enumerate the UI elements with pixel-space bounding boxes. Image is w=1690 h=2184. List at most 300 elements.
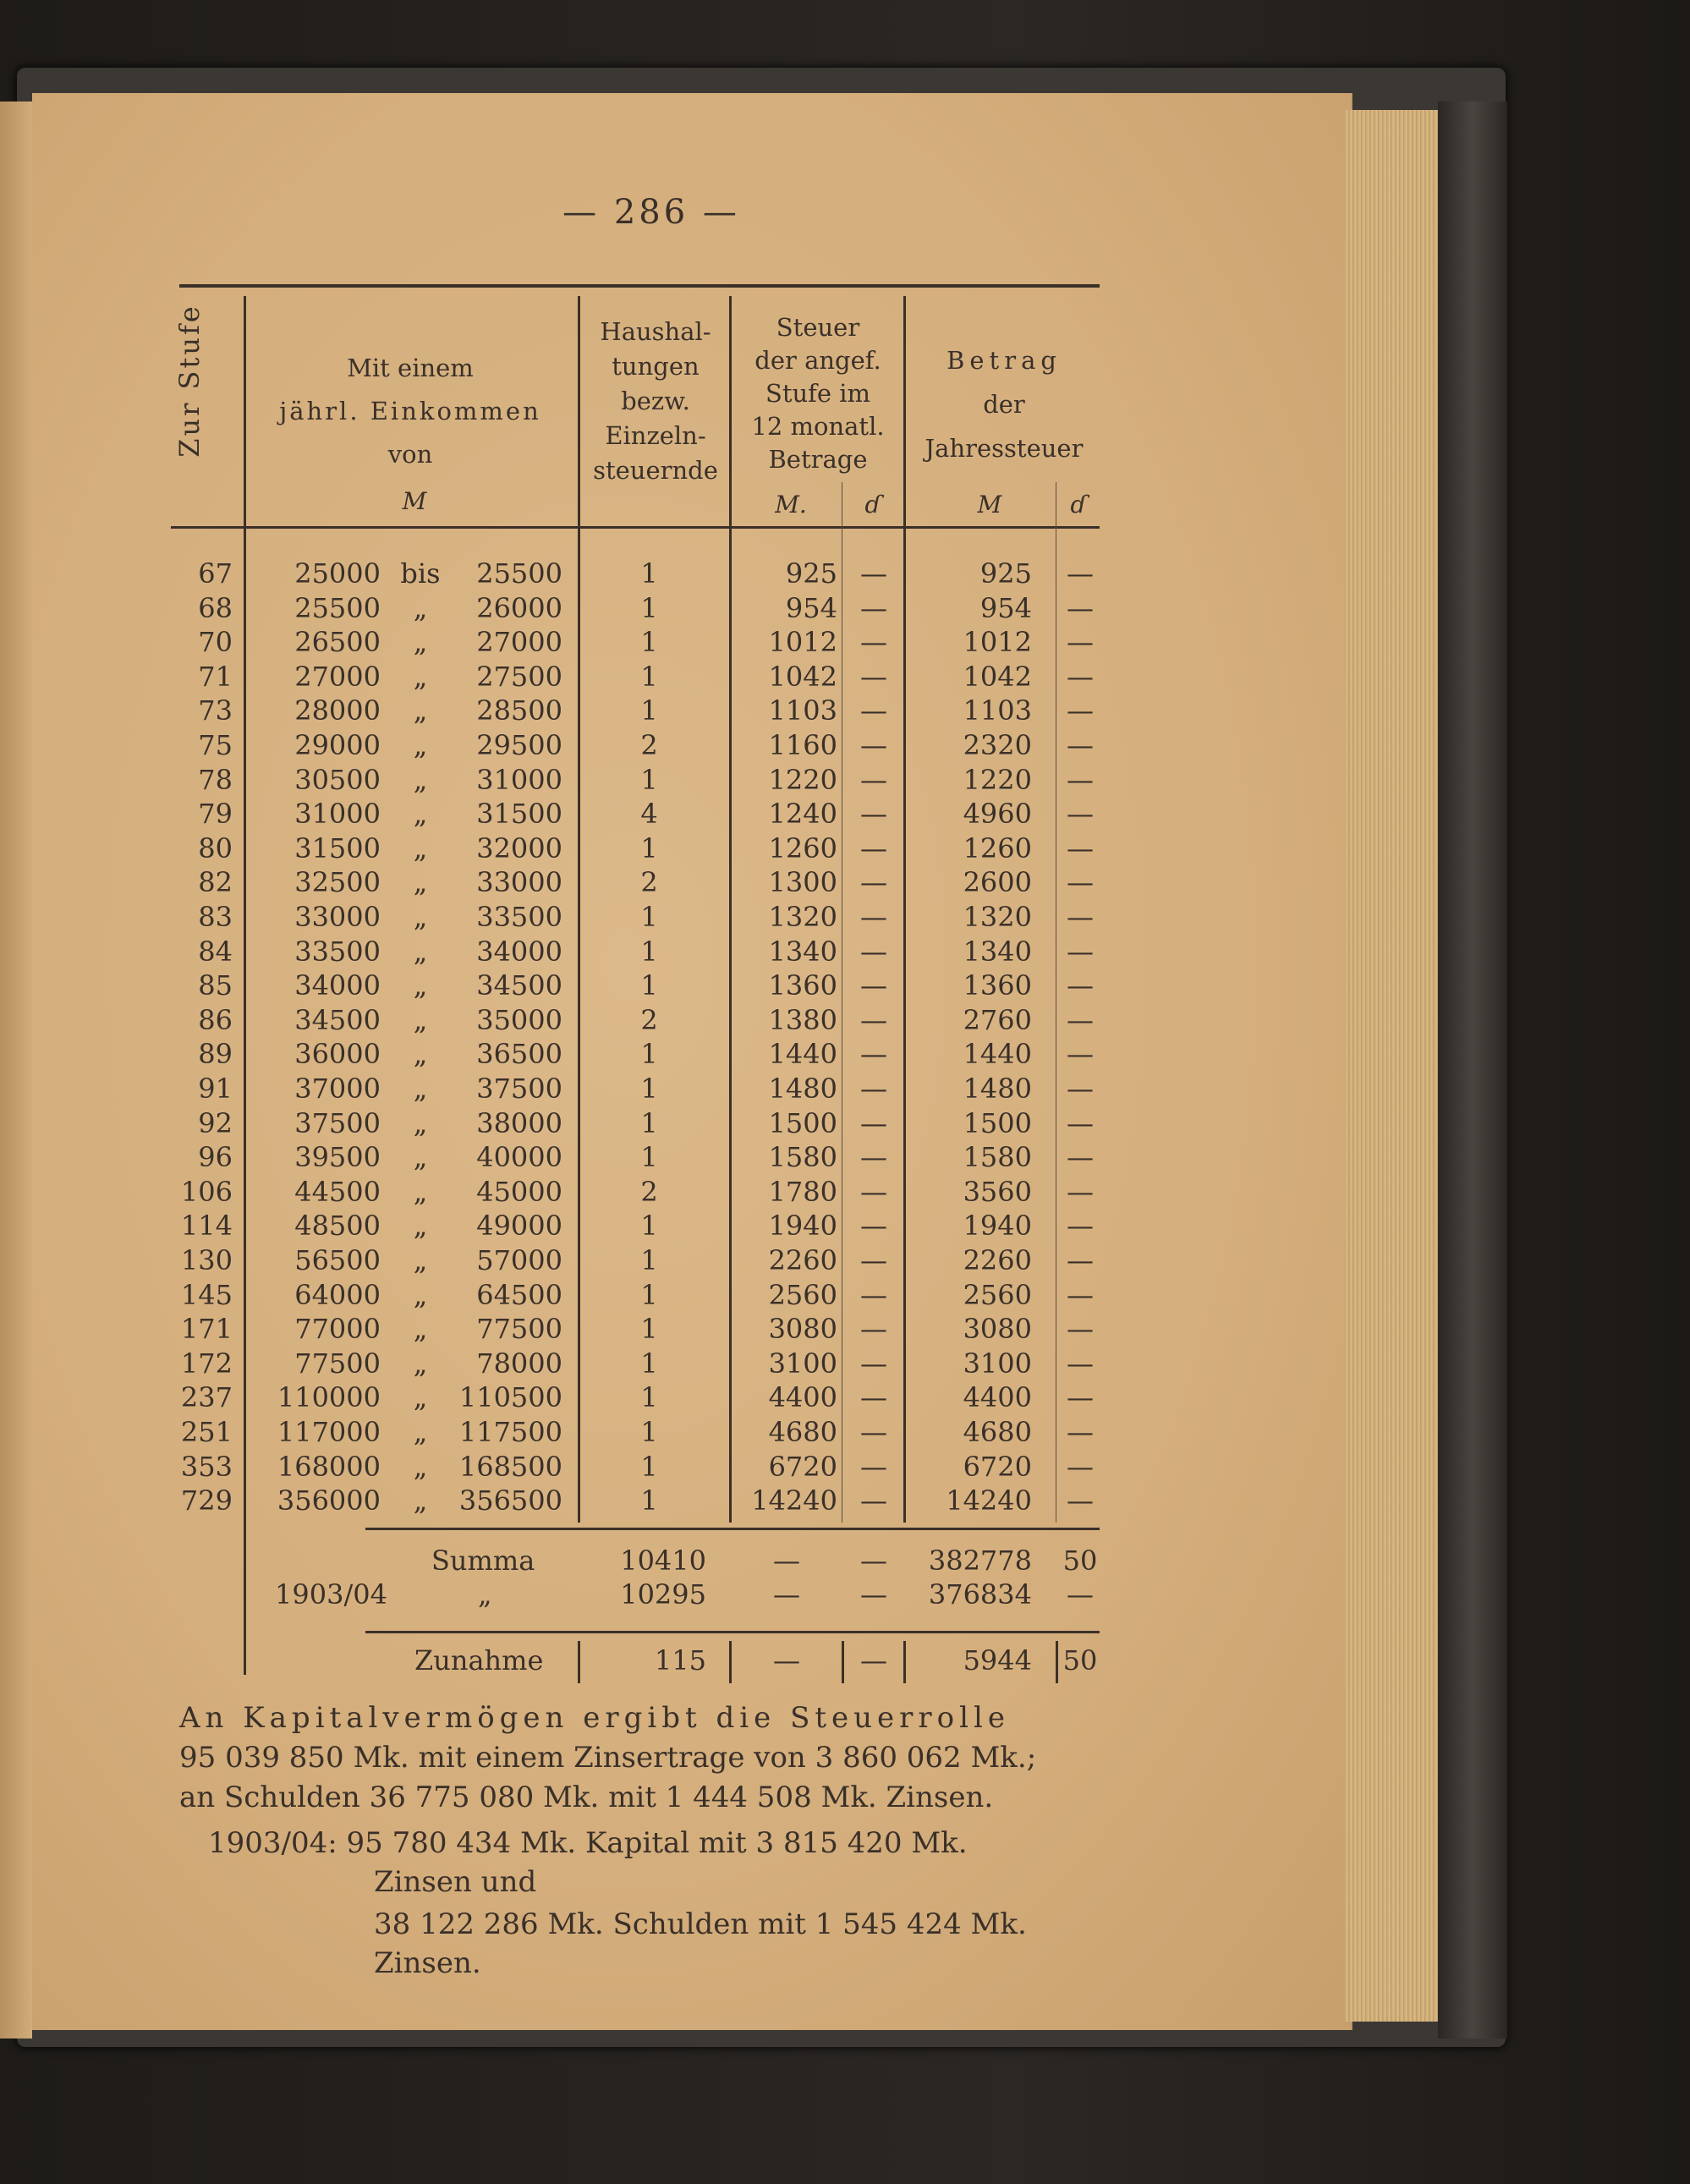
- cell-stufe: 83: [198, 901, 233, 933]
- cell-tax: 3100: [768, 1347, 837, 1380]
- cell-annual-pf: —: [1067, 1073, 1094, 1105]
- zunahme-divider-3: [729, 1641, 732, 1683]
- cell-tax-pf: —: [860, 729, 887, 761]
- cell-stufe: 79: [198, 798, 233, 831]
- cell-tax: 1240: [768, 798, 837, 831]
- cell-to: 40000: [476, 1141, 562, 1174]
- cell-households: 2: [640, 729, 658, 761]
- cell-from: 56500: [294, 1244, 381, 1276]
- cell-annual-pf: —: [1067, 831, 1094, 864]
- zunahme-divider-4b: [1056, 1641, 1058, 1683]
- header-tax: [734, 311, 902, 476]
- cell-households: 1: [640, 831, 658, 864]
- cell-annual-pf: —: [1067, 798, 1094, 831]
- cell-stufe: 86: [198, 1003, 233, 1036]
- cell-households: 1: [640, 1450, 658, 1483]
- cell-annual: 14240: [946, 1484, 1032, 1517]
- header-annual-line: Betrag: [947, 346, 1062, 375]
- cell-annual: 1940: [963, 1210, 1032, 1243]
- cell-households: 1: [640, 1210, 658, 1243]
- zunahme-divider-3b: [842, 1641, 844, 1683]
- cell-annual: 6720: [963, 1450, 1032, 1483]
- zunahme-annual: 5944: [963, 1644, 1032, 1676]
- cell-stufe: 70: [198, 626, 233, 659]
- cell-sep: „: [413, 694, 428, 727]
- summa-tax-pf: —: [860, 1545, 887, 1577]
- cell-tax: 1480: [768, 1073, 837, 1105]
- zunahme-divider-2: [578, 1641, 580, 1683]
- cell-tax: 6720: [768, 1450, 837, 1483]
- cell-stufe: 68: [198, 591, 233, 624]
- header-tax-line: Betrage: [768, 445, 868, 474]
- cell-households: 1: [640, 901, 658, 933]
- paragraph-line: 38 122 286 Mk. Schulden mit 1 545 424 Mk.: [374, 1907, 1027, 1941]
- cell-sep: „: [413, 1278, 428, 1311]
- cell-annual: 2760: [963, 1003, 1032, 1036]
- prior-annual: 376834: [928, 1578, 1032, 1611]
- cell-annual-pf: —: [1067, 1003, 1094, 1036]
- cell-tax: 1012: [768, 626, 837, 659]
- cell-annual-pf: —: [1067, 1416, 1094, 1448]
- paragraph-line: An Kapitalvermögen ergibt die Steuerrolle: [179, 1701, 1011, 1735]
- cell-annual: 1103: [963, 694, 1032, 727]
- cell-tax: 1320: [768, 901, 837, 933]
- cell-tax: 925: [785, 557, 837, 590]
- cell-tax: 1103: [768, 694, 837, 727]
- header-tax-unit-mark: M.: [775, 491, 807, 519]
- cell-to: 31000: [476, 763, 562, 796]
- cell-annual-pf: —: [1067, 1484, 1094, 1517]
- cell-households: 1: [640, 1484, 658, 1517]
- cell-households: 1: [640, 1038, 658, 1071]
- col-divider-2: [578, 296, 580, 1523]
- header-annual-unit-mark: M: [977, 491, 1002, 519]
- cell-to: 37500: [476, 1073, 562, 1105]
- cell-tax-pf: —: [860, 1278, 887, 1311]
- cell-sep: „: [413, 1210, 428, 1243]
- summa-top-rule: [365, 1528, 1100, 1530]
- cell-to: 34000: [476, 935, 562, 968]
- cell-to: 35000: [476, 1003, 562, 1036]
- prior-tax-pf: —: [860, 1578, 887, 1611]
- cell-to: 49000: [476, 1210, 562, 1243]
- cell-from: 77000: [294, 1313, 381, 1346]
- cell-to: 25500: [476, 557, 562, 590]
- cell-from: 168000: [277, 1450, 381, 1483]
- cell-from: 77500: [294, 1347, 381, 1380]
- cell-sep: „: [413, 1347, 428, 1380]
- cell-from: 25500: [294, 591, 381, 624]
- cell-tax: 3080: [768, 1313, 837, 1346]
- zunahme-tax: —: [773, 1644, 800, 1676]
- cell-stufe: 353: [180, 1450, 233, 1483]
- cell-stufe: 172: [180, 1347, 233, 1380]
- cell-stufe: 75: [198, 729, 233, 761]
- cell-households: 1: [640, 1141, 658, 1174]
- cell-annual-pf: —: [1067, 1450, 1094, 1483]
- cell-annual: 1042: [963, 660, 1032, 693]
- cell-annual: 3100: [963, 1347, 1032, 1380]
- cell-tax-pf: —: [860, 969, 887, 1002]
- cell-sep: „: [413, 591, 428, 624]
- cell-annual-pf: —: [1067, 763, 1094, 796]
- cell-sep: „: [413, 1073, 428, 1105]
- cell-annual-pf: —: [1067, 1210, 1094, 1243]
- cell-from: 26500: [294, 626, 381, 659]
- header-annual: [907, 338, 1101, 470]
- cell-to: 168500: [458, 1450, 562, 1483]
- cell-tax-pf: —: [860, 626, 887, 659]
- cell-annual: 2560: [963, 1278, 1032, 1311]
- header-households-line: Einzeln-: [605, 421, 706, 450]
- cell-households: 2: [640, 1175, 658, 1208]
- cell-tax: 2560: [768, 1278, 837, 1311]
- cell-to: 26000: [476, 591, 562, 624]
- table-top-rule: [179, 284, 1100, 288]
- cell-from: 30500: [294, 763, 381, 796]
- cell-tax-pf: —: [860, 1003, 887, 1036]
- zunahme-divider-4: [903, 1641, 906, 1683]
- cell-sep: „: [413, 1416, 428, 1448]
- cell-stufe: 729: [180, 1484, 233, 1517]
- cell-annual: 925: [979, 557, 1032, 590]
- cell-from: 27000: [294, 660, 381, 693]
- cell-stufe: 89: [198, 1038, 233, 1071]
- cell-households: 1: [640, 591, 658, 624]
- header-households-line: bezw.: [621, 387, 690, 415]
- cell-annual-pf: —: [1067, 901, 1094, 933]
- cell-tax-pf: —: [860, 1347, 887, 1380]
- cell-annual: 4960: [963, 798, 1032, 831]
- cell-sep: „: [413, 798, 428, 831]
- cell-tax-pf: —: [860, 1175, 887, 1208]
- cell-annual: 1320: [963, 901, 1032, 933]
- summa-annual: 382778: [928, 1545, 1032, 1577]
- cell-households: 1: [640, 1278, 658, 1311]
- cell-from: 48500: [294, 1210, 381, 1243]
- cell-annual-pf: —: [1067, 1313, 1094, 1346]
- prior-households: 10295: [620, 1578, 706, 1611]
- cell-annual-pf: —: [1067, 729, 1094, 761]
- cell-households: 1: [640, 1244, 658, 1276]
- cell-to: 27500: [476, 660, 562, 693]
- header-tax-line: Steuer: [776, 313, 860, 342]
- cell-annual: 1480: [963, 1073, 1032, 1105]
- cell-stufe: 171: [180, 1313, 233, 1346]
- cell-annual: 4400: [963, 1381, 1032, 1414]
- cell-to: 34500: [476, 969, 562, 1002]
- prior-ditto: „: [478, 1578, 492, 1611]
- cell-tax: 1940: [768, 1210, 837, 1243]
- header-income-line: Mit einem: [347, 354, 474, 382]
- header-annual-line: der: [983, 390, 1025, 419]
- cell-from: 33500: [294, 935, 381, 968]
- paragraph-line: 1903/04: 95 780 434 Mk. Kapital mit 3 815 420 Mk.: [208, 1826, 968, 1860]
- cell-annual-pf: —: [1067, 660, 1094, 693]
- cell-tax-pf: —: [860, 1210, 887, 1243]
- col-divider-1: [244, 296, 246, 1675]
- cell-sep: „: [413, 729, 428, 761]
- cell-sep: „: [413, 1175, 428, 1208]
- left-page-edge: [0, 102, 32, 2039]
- cell-to: 36500: [476, 1038, 562, 1071]
- cell-to: 31500: [476, 798, 562, 831]
- cell-sep: „: [413, 1381, 428, 1414]
- page-edges: [1345, 110, 1438, 2022]
- cell-households: 1: [640, 660, 658, 693]
- cell-to: 78000: [476, 1347, 562, 1380]
- summa-tax: —: [773, 1545, 800, 1577]
- cell-households: 1: [640, 1381, 658, 1414]
- cell-from: 39500: [294, 1141, 381, 1174]
- cell-from: 110000: [277, 1381, 381, 1414]
- cell-tax: 1380: [768, 1003, 837, 1036]
- cell-households: 1: [640, 1347, 658, 1380]
- cell-tax: 1360: [768, 969, 837, 1002]
- cell-from: 31500: [294, 831, 381, 864]
- cell-to: 110500: [458, 1381, 562, 1414]
- cell-stufe: 78: [198, 763, 233, 796]
- cell-households: 1: [640, 763, 658, 796]
- paragraph-line: Zinsen und: [374, 1865, 537, 1899]
- cell-tax-pf: —: [860, 935, 887, 968]
- cell-from: 28000: [294, 694, 381, 727]
- cell-to: 29500: [476, 729, 562, 761]
- cell-to: 27000: [476, 626, 562, 659]
- cell-from: 37000: [294, 1073, 381, 1105]
- cell-tax: 1160: [768, 729, 837, 761]
- cell-annual: 2320: [963, 729, 1032, 761]
- cell-sep: „: [413, 935, 428, 968]
- cell-sep: „: [413, 831, 428, 864]
- page-number: — 286 —: [562, 193, 740, 232]
- cell-tax-pf: —: [860, 591, 887, 624]
- cell-annual: 1260: [963, 831, 1032, 864]
- paragraph-line: Zinsen.: [374, 1946, 481, 1980]
- paragraph-line: an Schulden 36 775 080 Mk. mit 1 444 508 Mk. Zinsen.: [179, 1781, 994, 1814]
- cell-sep: „: [413, 1484, 428, 1517]
- header-annual-line: Jahressteuer: [925, 434, 1084, 463]
- prior-tax: —: [773, 1578, 800, 1611]
- zunahme-annual-pf: 50: [1062, 1644, 1098, 1676]
- cell-tax: 954: [785, 591, 837, 624]
- cell-annual: 1580: [963, 1141, 1032, 1174]
- cell-sep: „: [413, 763, 428, 796]
- zunahme-households: 115: [654, 1644, 706, 1676]
- cell-households: 4: [640, 798, 658, 831]
- header-income-unit: M: [402, 487, 427, 515]
- cell-stufe: 96: [198, 1141, 233, 1174]
- header-income-line: jährl. Einkommen: [279, 397, 541, 425]
- cell-tax: 1500: [768, 1106, 837, 1139]
- cell-to: 32000: [476, 831, 562, 864]
- cell-households: 2: [640, 866, 658, 899]
- header-income-line: von: [387, 440, 433, 469]
- cell-sep: bis: [400, 557, 441, 590]
- cell-households: 1: [640, 694, 658, 727]
- cell-sep: „: [413, 1244, 428, 1276]
- cell-tax: 4680: [768, 1416, 837, 1448]
- cell-tax: 1780: [768, 1175, 837, 1208]
- cell-tax-pf: —: [860, 866, 887, 899]
- cell-tax-pf: —: [860, 1073, 887, 1105]
- cell-annual: 954: [979, 591, 1032, 624]
- cell-to: 356500: [458, 1484, 562, 1517]
- cell-tax: 1580: [768, 1141, 837, 1174]
- cell-households: 1: [640, 626, 658, 659]
- cell-from: 64000: [294, 1278, 381, 1311]
- cell-annual-pf: —: [1067, 1175, 1094, 1208]
- cell-stufe: 114: [180, 1210, 233, 1243]
- cell-tax-pf: —: [860, 694, 887, 727]
- cell-from: 36000: [294, 1038, 381, 1071]
- cell-sep: „: [413, 1450, 428, 1483]
- cell-annual: 2600: [963, 866, 1032, 899]
- cell-households: 1: [640, 969, 658, 1002]
- cell-stufe: 82: [198, 866, 233, 899]
- cell-stufe: 145: [180, 1278, 233, 1311]
- cell-tax-pf: —: [860, 1381, 887, 1414]
- cell-from: 33000: [294, 901, 381, 933]
- cell-from: 34000: [294, 969, 381, 1002]
- cell-annual-pf: —: [1067, 557, 1094, 590]
- summa-label: Summa: [431, 1545, 535, 1577]
- cell-tax: 1440: [768, 1038, 837, 1071]
- cell-tax: 4400: [768, 1381, 837, 1414]
- cell-annual-pf: —: [1067, 935, 1094, 968]
- cell-sep: „: [413, 1141, 428, 1174]
- cell-annual-pf: —: [1067, 694, 1094, 727]
- col-divider-4: [903, 296, 906, 1523]
- cell-stufe: 67: [198, 557, 233, 590]
- cell-stufe: 73: [198, 694, 233, 727]
- cell-stufe: 85: [198, 969, 233, 1002]
- cell-tax-pf: —: [860, 1416, 887, 1448]
- cell-annual-pf: —: [1067, 1106, 1094, 1139]
- cell-sep: „: [413, 969, 428, 1002]
- cell-annual-pf: —: [1067, 1347, 1094, 1380]
- cell-households: 1: [640, 1313, 658, 1346]
- header-stufe: Zur Stufe: [173, 304, 206, 458]
- cell-annual: 3560: [963, 1175, 1032, 1208]
- cell-annual-pf: —: [1067, 969, 1094, 1002]
- cell-to: 33500: [476, 901, 562, 933]
- cell-from: 34500: [294, 1003, 381, 1036]
- cell-stufe: 84: [198, 935, 233, 968]
- cell-stufe: 92: [198, 1106, 233, 1139]
- cell-to: 33000: [476, 866, 562, 899]
- cell-tax-pf: —: [860, 1106, 887, 1139]
- cell-tax: 1260: [768, 831, 837, 864]
- cell-households: 1: [640, 1106, 658, 1139]
- cell-sep: „: [413, 901, 428, 933]
- cell-tax-pf: —: [860, 557, 887, 590]
- header-households-line: Haushal-: [600, 317, 711, 346]
- cell-from: 29000: [294, 729, 381, 761]
- header-tax-line: der angef.: [754, 346, 881, 375]
- cell-tax-pf: —: [860, 660, 887, 693]
- zunahme-top-rule: [365, 1631, 1100, 1633]
- zunahme-label: Zunahme: [414, 1644, 544, 1676]
- cell-tax: 1042: [768, 660, 837, 693]
- cell-stufe: 106: [180, 1175, 233, 1208]
- prior-annual-pf: —: [1067, 1578, 1094, 1611]
- cell-from: 32500: [294, 866, 381, 899]
- cell-tax: 2260: [768, 1244, 837, 1276]
- cell-tax-pf: —: [860, 1038, 887, 1071]
- cell-annual: 2260: [963, 1244, 1032, 1276]
- cell-from: 25000: [294, 557, 381, 590]
- header-tax-line: 12 monatl.: [751, 412, 885, 441]
- cell-annual-pf: —: [1067, 591, 1094, 624]
- cell-annual-pf: —: [1067, 866, 1094, 899]
- cell-annual-pf: —: [1067, 1244, 1094, 1276]
- cell-to: 45000: [476, 1175, 562, 1208]
- cell-annual: 1012: [963, 626, 1032, 659]
- cell-tax-pf: —: [860, 901, 887, 933]
- cell-annual-pf: —: [1067, 1278, 1094, 1311]
- cell-annual-pf: —: [1067, 626, 1094, 659]
- cell-from: 44500: [294, 1175, 381, 1208]
- cell-tax-pf: —: [860, 1484, 887, 1517]
- cell-to: 117500: [458, 1416, 562, 1448]
- cell-from: 117000: [277, 1416, 381, 1448]
- cell-from: 356000: [277, 1484, 381, 1517]
- cell-annual: 1440: [963, 1038, 1032, 1071]
- cell-tax-pf: —: [860, 763, 887, 796]
- header-households-line: steuernde: [593, 456, 718, 485]
- cell-annual: 3080: [963, 1313, 1032, 1346]
- cell-sep: „: [413, 866, 428, 899]
- cell-annual: 1220: [963, 763, 1032, 796]
- cover-spine: [1438, 102, 1507, 2039]
- cell-to: 57000: [476, 1244, 562, 1276]
- col-divider-3: [729, 296, 732, 1523]
- cell-stufe: 237: [180, 1381, 233, 1414]
- cell-households: 1: [640, 1073, 658, 1105]
- header-income: [254, 351, 567, 472]
- header-bottom-rule: [171, 526, 1100, 529]
- header-households-line: tungen: [612, 352, 700, 381]
- header-households: [584, 315, 727, 488]
- cell-sep: „: [413, 626, 428, 659]
- summa-households: 10410: [620, 1545, 706, 1577]
- cell-tax-pf: —: [860, 831, 887, 864]
- paragraph-line: 95 039 850 Mk. mit einem Zinsertrage von 3 860 062 Mk.;: [179, 1741, 1037, 1775]
- cell-tax: 1300: [768, 866, 837, 899]
- cell-annual: 1340: [963, 935, 1032, 968]
- cell-annual-pf: —: [1067, 1141, 1094, 1174]
- cell-tax-pf: —: [860, 1450, 887, 1483]
- header-tax-line: Stufe im: [765, 379, 871, 408]
- cell-annual-pf: —: [1067, 1038, 1094, 1071]
- cell-annual: 1360: [963, 969, 1032, 1002]
- cell-households: 1: [640, 935, 658, 968]
- header-annual-unit-pfennig: ɗ: [1070, 491, 1087, 519]
- cell-annual: 4680: [963, 1416, 1032, 1448]
- cell-households: 1: [640, 1416, 658, 1448]
- cell-tax: 1340: [768, 935, 837, 968]
- cell-tax-pf: —: [860, 1141, 887, 1174]
- cell-to: 38000: [476, 1106, 562, 1139]
- prior-year: 1903/04: [275, 1578, 387, 1611]
- cell-stufe: 130: [180, 1244, 233, 1276]
- cell-to: 77500: [476, 1313, 562, 1346]
- cell-from: 37500: [294, 1106, 381, 1139]
- cell-sep: „: [413, 1313, 428, 1346]
- cell-to: 28500: [476, 694, 562, 727]
- cell-stufe: 91: [198, 1073, 233, 1105]
